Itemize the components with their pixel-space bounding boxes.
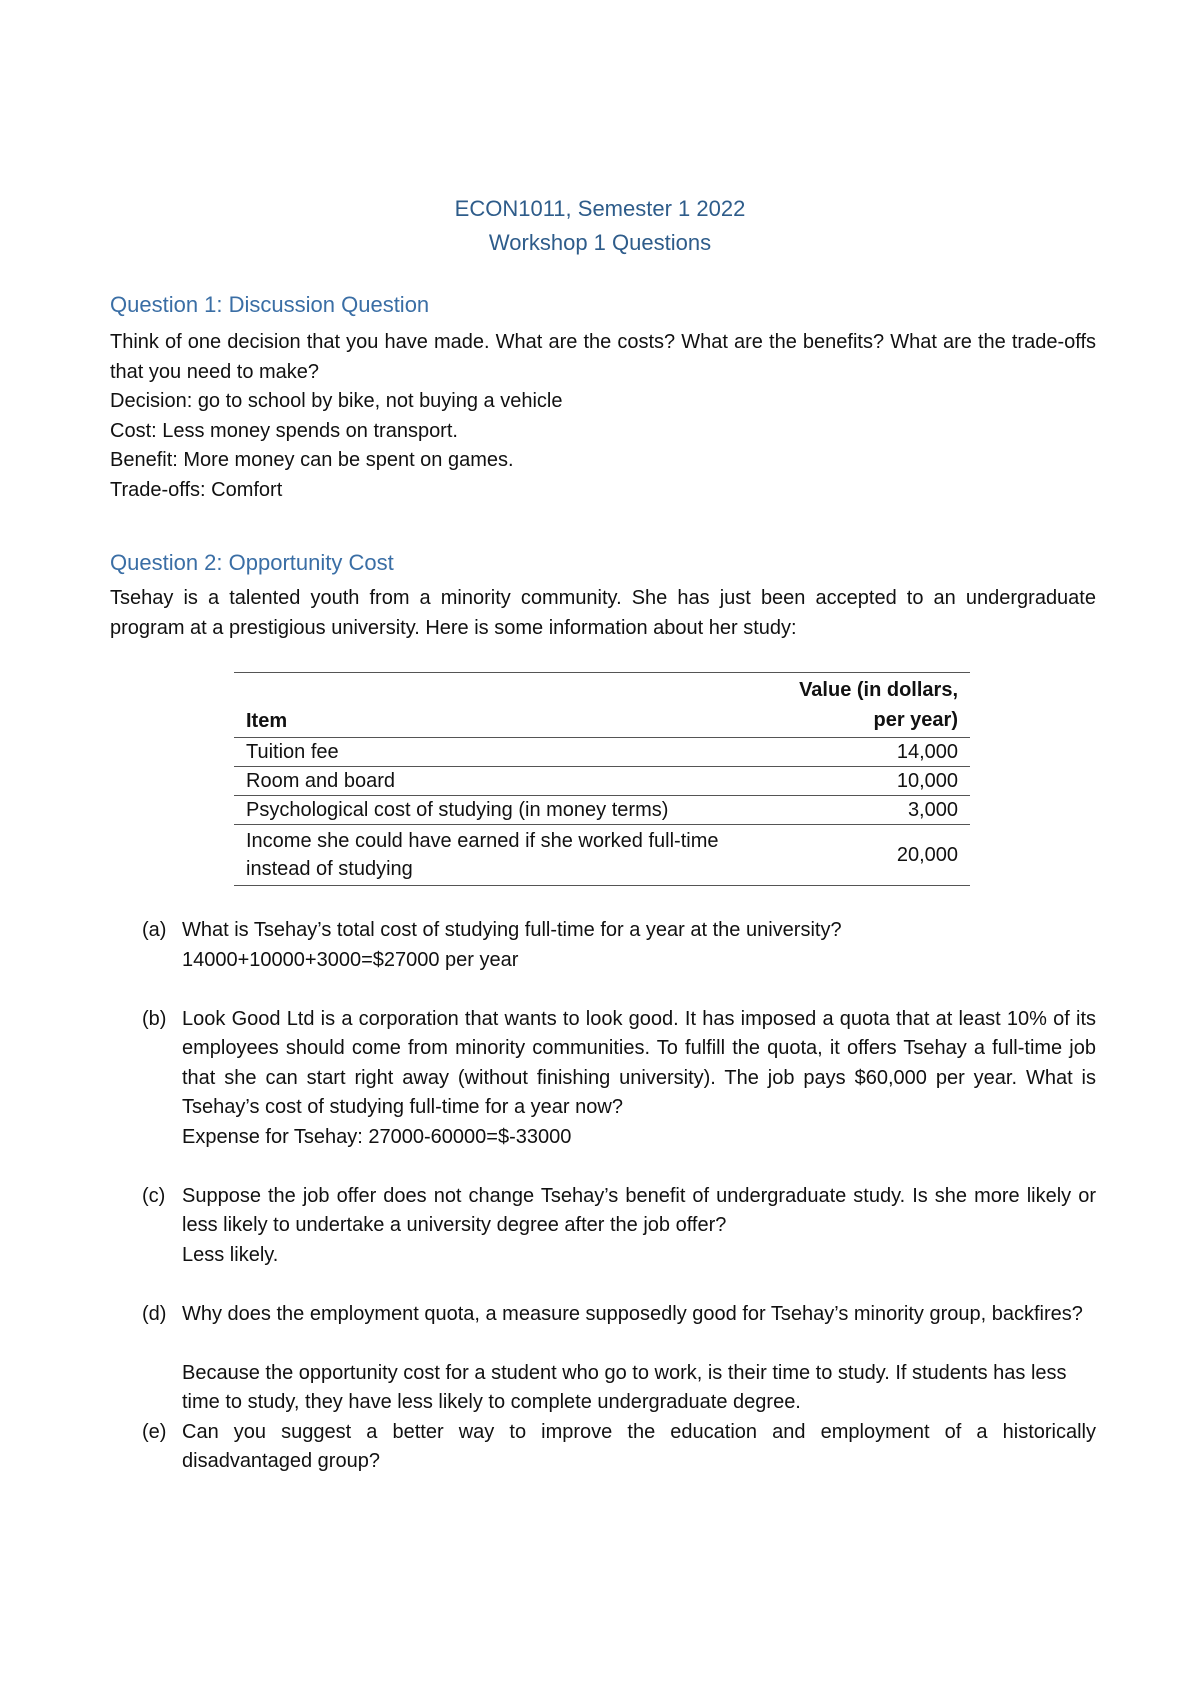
question-1-answer-decision: Decision: go to school by bike, not buying a vehicle	[110, 390, 563, 412]
question-1-heading: Question 1: Discussion Question	[110, 292, 430, 317]
table-cell-value: 3,000	[907, 799, 958, 821]
part-b	[142, 1005, 1096, 1153]
table-cell-value: 10,000	[896, 770, 958, 792]
part-question: Why does the employment quota, a measure supposedly good for Tsehay’s minority group, backfires?	[182, 1302, 1083, 1325]
part-question: Suppose the job offer does not change Tsehay’s benefit of undergraduate study. Is she more likely or less likely to undertake a university degree after the job offer?	[182, 1184, 1096, 1236]
part-label: (a)	[142, 919, 167, 941]
part-question: What is Tsehay’s total cost of studying full-time for a year at the university?	[182, 919, 842, 941]
question-1-answer-cost: Cost: Less money spends on transport.	[110, 419, 458, 442]
question-1-answer-benefit: Benefit: More money can be spent on games.	[110, 449, 514, 471]
table-header-value	[754, 673, 970, 738]
table-cell-item	[234, 825, 754, 886]
table-row	[234, 738, 970, 767]
question-1-prompt: Think of one decision that you have made. What are the costs? What are the benefits? What are the trade-offs that you need to make?	[110, 331, 1096, 383]
table-cell-item: Tuition fee	[246, 741, 339, 763]
table-row	[234, 767, 970, 796]
question-2-heading: Question 2: Opportunity Cost	[110, 550, 394, 575]
part-question: Can you suggest a better way to improve the education and employment of a historically disadvantaged group?	[182, 1420, 1096, 1472]
table-row	[234, 796, 970, 825]
workshop-title: Workshop 1 Questions	[488, 230, 712, 255]
table-header-row	[234, 673, 970, 738]
table-cell-item-text: Income she could have earned if she worked full-time instead of studying	[246, 830, 719, 880]
table-header-value-text: Value (in dollars, per year)	[799, 679, 958, 731]
part-e	[142, 1418, 1096, 1477]
table-cell-value: 14,000	[896, 741, 958, 763]
table-header-item: Item	[246, 710, 288, 732]
part-answer: Less likely.	[182, 1243, 279, 1266]
question-2-parts	[142, 916, 1096, 1477]
question-2-intro: Tsehay is a talented youth from a minority community. She has just been accepted to an undergraduate program at a prestigious university. Here is some information about her study:	[110, 587, 1096, 639]
part-question: Look Good Ltd is a corporation that wants to look good. It has imposed a quota that at least 10% of its employees should come from minority communities. To fulfill the quota, it offers Tsehay a full-time job that she can start right away (without finishing university). The job pays $60,000 per year. What is Tsehay’s cost of studying full-time for a year now?	[182, 1007, 1096, 1118]
part-d	[142, 1300, 1096, 1418]
part-label: (d)	[142, 1302, 167, 1325]
study-cost-table	[234, 672, 970, 886]
part-c	[142, 1182, 1096, 1271]
course-title: ECON1011, Semester 1 2022	[454, 196, 746, 221]
part-answer: Because the opportunity cost for a student who go to work, is their time to study. If students has less time to study, they have less likely to complete undergraduate degree.	[182, 1361, 1067, 1413]
part-answer: Expense for Tsehay: 27000-60000=$-33000	[182, 1125, 572, 1148]
table-cell-item: Room and board	[246, 770, 395, 792]
table-cell-value: 20,000	[896, 844, 958, 866]
part-answer: 14000+10000+3000=$27000 per year	[182, 948, 519, 971]
part-label: (c)	[142, 1184, 166, 1207]
part-label: (e)	[142, 1420, 167, 1443]
part-a	[142, 916, 1096, 975]
part-label: (b)	[142, 1007, 167, 1030]
question-1-answer-tradeoffs: Trade-offs: Comfort	[110, 478, 283, 501]
table-cell-item: Psychological cost of studying (in money terms)	[246, 799, 669, 821]
question-2-section	[110, 548, 1096, 643]
table-row	[234, 825, 970, 886]
document-title	[0, 192, 1200, 260]
question-1-section	[110, 290, 1096, 505]
